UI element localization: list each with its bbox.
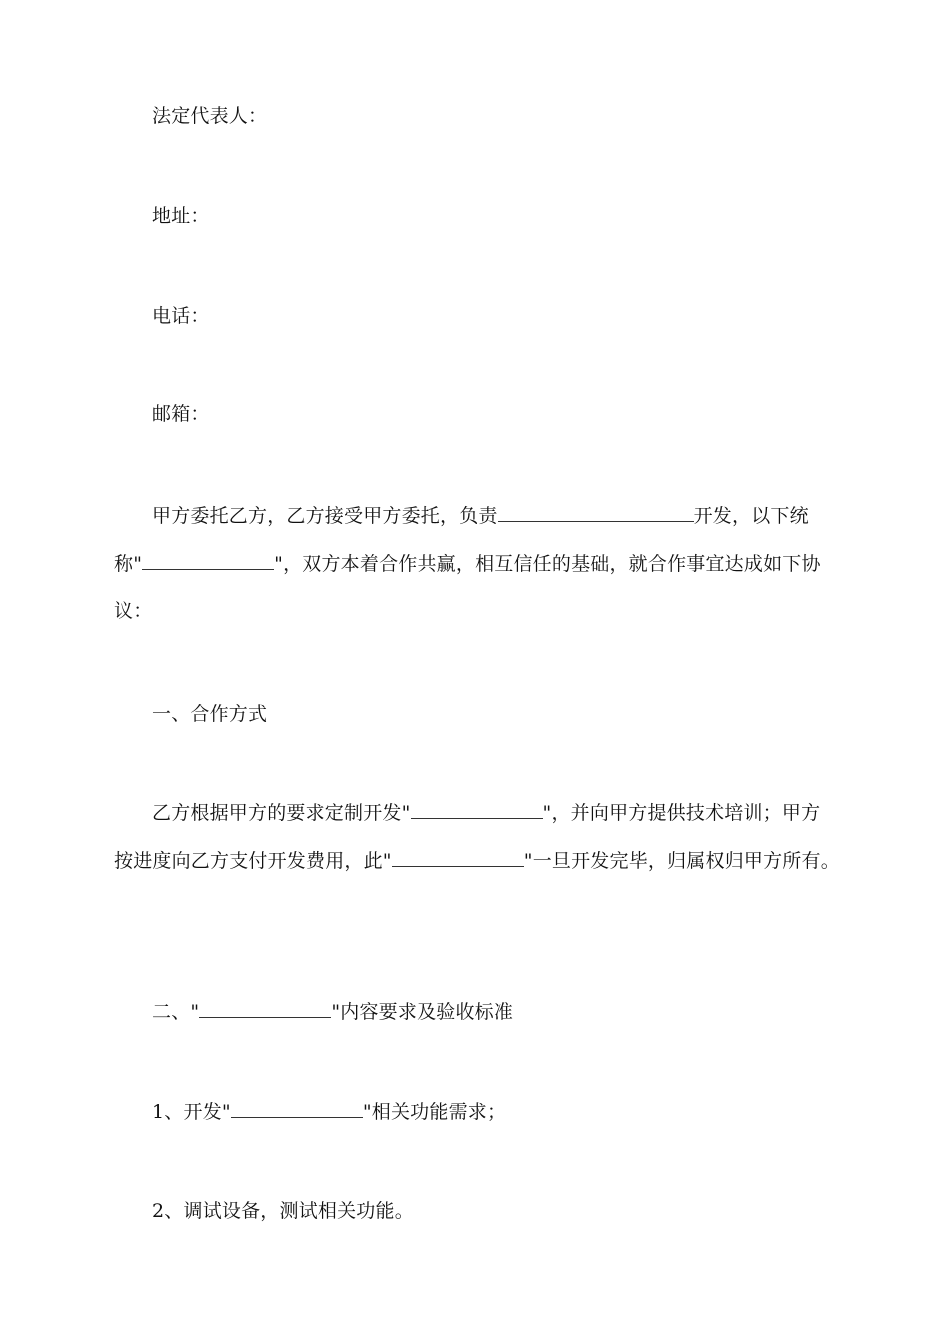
- section-1-text-1a: 乙方根据甲方的要求定制开发": [152, 802, 411, 824]
- phone-field: 电话：: [152, 305, 210, 327]
- ownership-project-blank: [392, 848, 524, 867]
- section-1-line-1: [152, 800, 820, 825]
- custom-project-blank: [411, 800, 543, 819]
- intro-text-2b: "，双方本着合作共赢，相互信任的基础，就合作事宜达成如下协: [274, 553, 821, 575]
- project-name-blank: [498, 503, 694, 522]
- intro-line-3: 议：: [114, 600, 153, 622]
- intro-text-1a: 甲方委托乙方，乙方接受甲方委托，负责: [152, 505, 498, 527]
- section-2-title-b: "内容要求及验收标准: [331, 1001, 514, 1023]
- section-2-item-1b: "相关功能需求；: [362, 1101, 507, 1123]
- section-2-item-1: [152, 1099, 506, 1124]
- section-1-title: 一、合作方式: [152, 703, 268, 725]
- short-name-blank: [142, 551, 274, 570]
- intro-line-2: [114, 551, 821, 576]
- section-1-text-2b: "一旦开发完毕，归属权归甲方所有。: [523, 850, 840, 872]
- section-1-text-2a: 按进度向乙方支付开发费用，此": [114, 850, 392, 872]
- section-2-title: [152, 999, 513, 1024]
- feature-project-blank: [231, 1099, 363, 1118]
- section-2-item-1a: 1、开发": [152, 1101, 231, 1123]
- section-2-item-2: 2、调试设备，测试相关功能。: [152, 1200, 414, 1222]
- section-2-title-a: 二、": [152, 1001, 200, 1023]
- section-2-project-blank: [199, 999, 331, 1018]
- legal-representative-field: 法定代表人：: [152, 105, 268, 127]
- address-field: 地址：: [152, 205, 210, 227]
- section-1-line-2: [114, 848, 840, 873]
- intro-text-2a: 称": [114, 553, 143, 575]
- intro-line-1: [152, 503, 809, 528]
- email-field: 邮箱：: [152, 403, 210, 425]
- intro-text-1b: 开发，以下统: [693, 505, 809, 527]
- section-1-text-1b: "，并向甲方提供技术培训；甲方: [542, 802, 821, 824]
